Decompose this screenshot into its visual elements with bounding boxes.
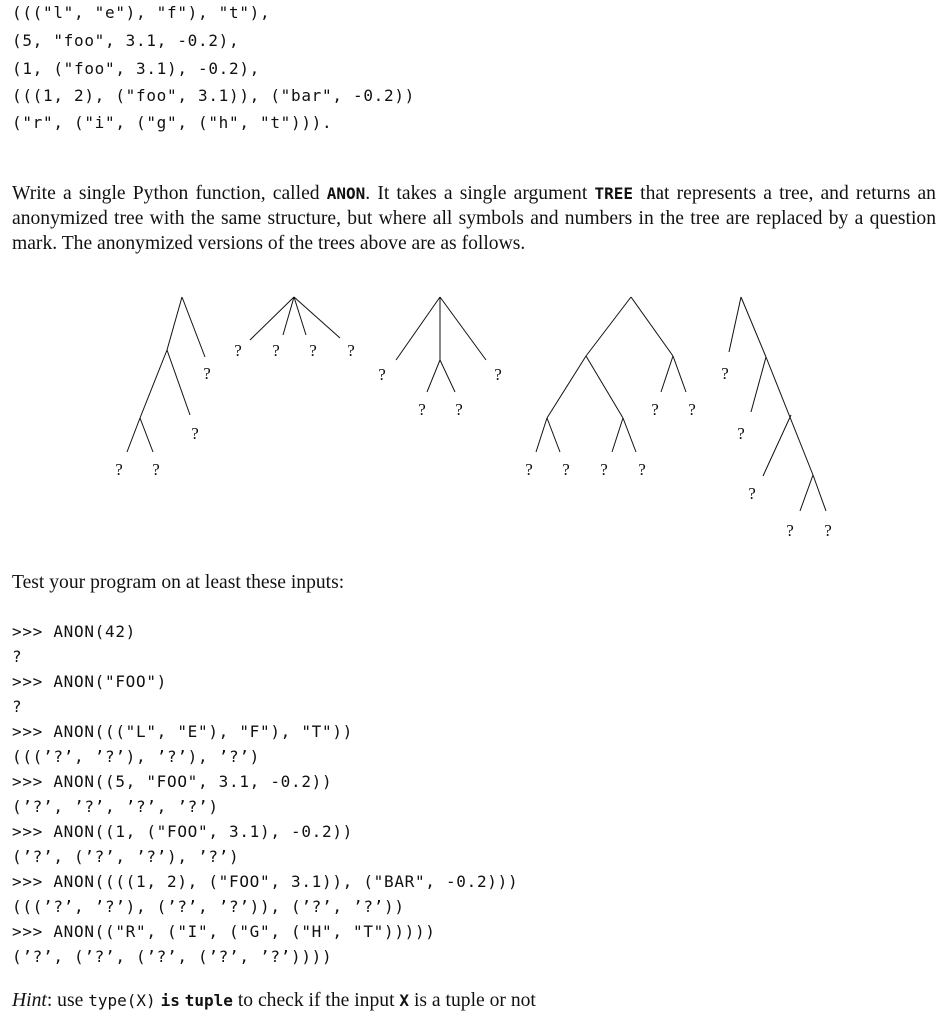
argument-name: TREE — [594, 184, 633, 203]
session-line: (’?’, (’?’, (’?’, (’?’, ’?’)))) — [12, 947, 333, 966]
tree-4-leaf: ? — [562, 460, 570, 479]
session-line: (((’?’, ’?’), ’?’), ’?’) — [12, 747, 260, 766]
session-line: ? — [12, 647, 23, 666]
tree-3-leaf: ? — [378, 365, 386, 384]
tree-diagram-2 — [234, 297, 355, 360]
tree-2-leaf: ? — [234, 341, 242, 360]
tree-diagram-3 — [378, 297, 502, 419]
session-line: >>> ANON(("R", ("I", ("G", ("H", "T"))))) — [12, 922, 436, 941]
tree-2-leaf: ? — [347, 341, 355, 360]
task-description: Write a single Python function, called ANON. It takes a single argument TREE that represents a tree, and returns an anonymized tree with the same structure, but where all symbols and numbers in the tree are replaced by a question mark. The anonymized versions of the trees above are as follows. — [12, 183, 936, 254]
tree-2-leaf: ? — [309, 341, 317, 360]
tree-1-leaf: ? — [191, 424, 199, 443]
session-line: (’?’, ’?’, ’?’, ’?’) — [12, 797, 219, 816]
session-line: >>> ANON((1, ("FOO", 3.1), -0.2)) — [12, 822, 353, 841]
session-line: >>> ANON((("L", "E"), "F"), "T")) — [12, 722, 353, 741]
session-line: >>> ANON(42) — [12, 622, 136, 641]
tree-example-3: (1, ("foo", 3.1), -0.2), — [12, 59, 260, 78]
tree-5-leaf: ? — [737, 424, 745, 443]
tree-4-leaf: ? — [600, 460, 608, 479]
hint-code-x: X — [399, 991, 410, 1010]
session-line: (((’?’, ’?’), (’?’, ’?’)), (’?’, ’?’)) — [12, 897, 405, 916]
tree-1-leaf: ? — [152, 460, 160, 479]
tree-5-leaf: ? — [721, 364, 729, 383]
session-line: >>> ANON((5, "FOO", 3.1, -0.2)) — [12, 772, 333, 791]
tree-3-leaf: ? — [455, 400, 463, 419]
tree-4-leaf: ? — [525, 460, 533, 479]
test-intro: Test your program on at least these inputs: — [12, 572, 345, 593]
tree-4-leaf: ? — [651, 400, 659, 419]
hint-code-tuple: tuple — [184, 991, 233, 1010]
session-line: >>> ANON("FOO") — [12, 672, 167, 691]
tree-diagram-1 — [115, 297, 211, 479]
session-line: >>> ANON((((1, 2), ("FOO", 3.1)), ("BAR", -0.2))) — [12, 872, 519, 891]
tree-example-4: (((1, 2), ("foo", 3.1)), ("bar", -0.2)) — [12, 86, 415, 105]
hint-code-is: is — [160, 991, 180, 1010]
tree-diagram-4 — [525, 297, 696, 479]
tree-diagram-5 — [721, 297, 832, 540]
hint-code-type: type(X) — [88, 991, 156, 1010]
anonymized-trees-figure — [0, 280, 943, 545]
tree-example-5: ("r", ("i", ("g", ("h", "t"))). — [12, 113, 333, 132]
tree-1-leaf: ? — [203, 364, 211, 383]
tree-5-leaf: ? — [824, 521, 832, 540]
tree-3-leaf: ? — [494, 365, 502, 384]
function-name: ANON — [326, 184, 366, 203]
hint: Hint: use type(X) is tuple to check if the input X is a tuple or not — [12, 990, 536, 1011]
tree-example-1: ((("l", "e"), "f"), "t"), — [12, 3, 271, 22]
tree-2-leaf: ? — [272, 341, 280, 360]
tree-5-leaf: ? — [786, 521, 794, 540]
tree-1-leaf: ? — [115, 460, 123, 479]
session-line: (’?’, (’?’, ’?’), ’?’) — [12, 847, 240, 866]
hint-label: Hint — [12, 990, 47, 1011]
session-line: ? — [12, 697, 23, 716]
tree-example-2: (5, "foo", 3.1, -0.2), — [12, 31, 240, 50]
tree-3-leaf: ? — [418, 400, 426, 419]
tree-5-leaf: ? — [748, 484, 756, 503]
tree-4-leaf: ? — [638, 460, 646, 479]
tree-4-leaf: ? — [688, 400, 696, 419]
